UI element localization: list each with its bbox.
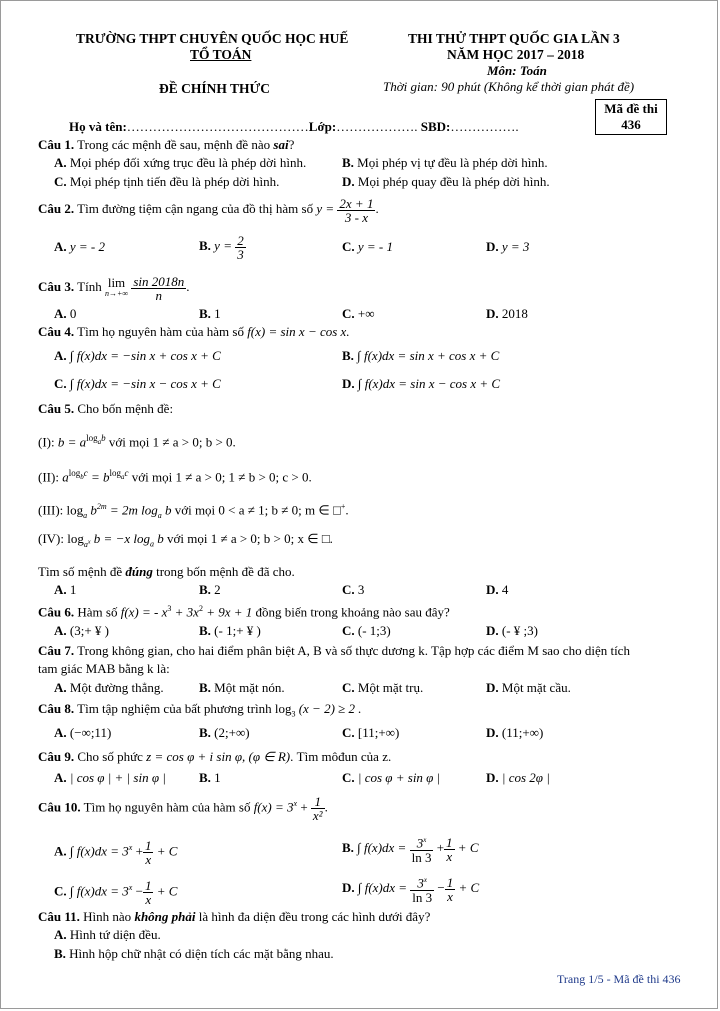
q4-text: Tìm họ nguyên hàm của hàm số (74, 324, 244, 339)
statement-condition: với mọi 1 ≠ a > 0; 1 ≠ b > 0; c > 0. (128, 469, 312, 485)
q1-text: Trong các mệnh đề sau, mệnh đề nào (74, 137, 274, 152)
q8-inequality: (x − 2) ≥ 2 . (295, 701, 362, 716)
q11-emphasis: không phải (134, 909, 196, 924)
option-label: B. (199, 582, 211, 597)
fraction-denominator: x (446, 848, 453, 864)
option-text: Một mặt trụ. (354, 680, 424, 695)
q1-emphasis: sai (273, 137, 289, 152)
option-label: B. (199, 770, 211, 785)
option-text: (- ¥ ;3) (498, 623, 538, 638)
fraction-denominator: x (145, 851, 152, 867)
q7-option-b[interactable] (199, 680, 285, 695)
q1-option-c[interactable] (54, 174, 279, 189)
statement-label: (II): (38, 469, 63, 485)
q11-option-a[interactable] (54, 927, 161, 942)
statement-expr: a (62, 469, 69, 485)
q10-option-d[interactable] (342, 873, 479, 904)
exponent-arg: b (101, 433, 106, 443)
page-footer: Trang 1/5 - Mã đề thi 436 (557, 972, 681, 986)
option-text: | cos 2φ | (498, 770, 550, 785)
q3-option-c[interactable] (342, 306, 375, 321)
option-label: D. (486, 306, 499, 321)
q9-option-b[interactable] (199, 770, 221, 785)
exponent-sub: a (97, 437, 102, 446)
option-label: C. (342, 623, 355, 638)
option-label: B. (342, 155, 354, 170)
option-text: (−∞;11) (69, 725, 112, 740)
operator: + (433, 840, 445, 855)
q6-option-c[interactable] (342, 623, 391, 638)
option-label: C. (54, 376, 67, 391)
q3-option-b[interactable] (199, 306, 221, 321)
option-text: Mọi phép vị tự đều là phép dời hình. (353, 155, 548, 170)
statement-condition: với mọi 0 < a ≠ 1; b ≠ 0; m ∈ (171, 502, 333, 518)
option-label: A. (54, 927, 67, 942)
option-label: C. (54, 883, 67, 899)
option-text: ∫ f(x)dx = sin x + cos x + C (357, 348, 500, 363)
q8-option-a[interactable] (54, 725, 111, 740)
q9-stem (38, 749, 391, 764)
power: x (128, 843, 133, 852)
q8-option-b[interactable] (199, 725, 250, 740)
option-text: y = - 2 (69, 239, 106, 254)
q4-option-d[interactable] (342, 376, 500, 391)
sbd-label: SBD: (420, 119, 451, 134)
school-name: TRƯỜNG THPT CHUYÊN QUỐC HỌC HUẾ (76, 31, 349, 46)
option-label: D. (342, 174, 355, 189)
exam-code-label: Mã đề thi (604, 101, 658, 116)
statement-condition: với mọi 1 ≠ a > 0; b > 0. (105, 434, 236, 450)
fraction-numerator: 1 (446, 874, 454, 890)
q10-option-a[interactable] (54, 833, 177, 866)
option-label: B. (54, 946, 66, 961)
option-label: B. (342, 348, 354, 363)
option-text: Hình hộp chữ nhật có diện tích các mặt bằng nhau. (65, 946, 334, 961)
q4-function: f(x) = sin x − cos x. (243, 324, 350, 339)
q8-number: Câu 8. (38, 701, 75, 716)
q5-number: Câu 5. (38, 401, 75, 416)
q1-number: Câu 1. (38, 137, 75, 152)
q10-stem (38, 789, 328, 822)
q5-option-a[interactable] (54, 582, 76, 597)
option-label: B. (199, 238, 211, 253)
power: 3 (167, 604, 172, 613)
statement-label: (III): (38, 502, 67, 518)
option-label: D. (486, 239, 499, 254)
q6-text-end: đồng biến trong khoảng nào sau đây? (252, 604, 450, 620)
q2-option-b[interactable] (199, 231, 246, 261)
q8-option-c[interactable] (342, 725, 399, 740)
option-label: D. (486, 623, 499, 638)
log-arg: b (153, 531, 164, 546)
statement-label: (IV): (38, 531, 68, 546)
q3-limit (105, 277, 128, 299)
option-label: B. (199, 623, 211, 638)
q2-denominator: 3 - x (344, 209, 368, 225)
option-fraction (410, 834, 434, 863)
option-text: + C (153, 843, 178, 859)
option-text: 2 (210, 582, 221, 597)
exam-code-box (595, 99, 667, 135)
q1-stem (38, 137, 294, 152)
q9-text: Cho số phức (74, 749, 143, 764)
option-label: B. (199, 680, 211, 695)
q5-ask: Tìm số mệnh đề (38, 564, 126, 579)
official-label: ĐỀ CHÍNH THỨC (159, 81, 271, 96)
option-text: (11;+∞) (501, 725, 544, 740)
q6-stem (38, 601, 450, 619)
option-text: 1 (210, 770, 221, 785)
option-text: (- 1;+ ¥ ) (210, 623, 261, 638)
option-text: ∫ f(x)dx = 3 (69, 843, 129, 859)
q1-option-a[interactable] (54, 155, 306, 170)
q10-fraction (311, 795, 325, 822)
exponent-arg: c (83, 468, 88, 478)
option-label: A. (54, 582, 67, 597)
q5-statement-iv (38, 531, 333, 552)
power: x (423, 836, 427, 845)
option-label: C. (342, 306, 355, 321)
option-label: A. (54, 239, 67, 254)
option-label: D. (486, 680, 499, 695)
q11-text-end: là hình đa diện đều trong các hình dưới đây? (195, 909, 431, 924)
option-fraction (444, 836, 455, 863)
option-label: A. (54, 843, 67, 859)
option-label: B. (199, 306, 211, 321)
exponent-log: log (86, 433, 98, 443)
option-text: Một đường thẳng. (66, 680, 164, 695)
q1-end: ? (288, 137, 295, 152)
q3-option-d[interactable] (486, 306, 528, 321)
q10-text: Tìm họ nguyên hàm của hàm số (80, 799, 251, 815)
q5-option-b[interactable] (199, 582, 221, 597)
option-text: 1 (210, 306, 221, 321)
statement-end: . (329, 531, 333, 546)
fraction-denominator: x (145, 891, 152, 907)
fraction-numerator: 3 (416, 835, 424, 851)
q6-option-b[interactable] (199, 623, 261, 638)
q7-option-d[interactable] (486, 680, 571, 695)
q2-number: Câu 2. (38, 201, 75, 216)
option-fraction (143, 879, 154, 906)
missing-set-glyph: □ (321, 531, 330, 546)
q9-text-end: . Tìm môđun của z. (290, 749, 392, 764)
q6-option-d[interactable] (486, 623, 538, 638)
exponent-log: log (109, 468, 121, 478)
q2-y: y = (316, 201, 335, 216)
q7-stem-line1 (38, 643, 630, 658)
fraction-denominator: ln 3 (412, 889, 433, 905)
option-text: ∫ f(x)dx = (357, 880, 408, 895)
option-text: [11;+∞) (357, 725, 400, 740)
option-label: C. (342, 725, 355, 740)
power: 2 (198, 604, 203, 613)
q8-option-d[interactable] (486, 725, 543, 740)
option-label: B. (342, 840, 354, 855)
q4-stem (38, 324, 350, 339)
option-text: Một mặt cầu. (498, 680, 571, 695)
q2-stem: Câu 2. Tìm đường tiệm cận ngang của đồ thị hàm số y = $\frac{2x + 1}{3 - x}$ . (38, 195, 379, 225)
statement-expr: b = a (57, 434, 87, 450)
statement-condition: với mọi 1 ≠ a > 0; b > 0; x ∈ (163, 531, 322, 546)
q3-text: Tính (74, 279, 102, 294)
log-base: 3 (291, 709, 296, 719)
q3-stem: Câu 3. Tính lim n→+∞ $\frac{\sin 2018n}{n}$ . (38, 273, 190, 303)
option-text: + C (455, 880, 480, 895)
q6-option-a[interactable] (54, 623, 109, 638)
option-label: A. (54, 770, 67, 785)
option-text: ∫ f(x)dx = −sin x − cos x + C (69, 376, 221, 391)
option-text: + C (153, 883, 178, 899)
q7-text: Trong không gian, cho hai điểm phân biệt A, B và số thực dương k. Tập hợp các điểm M sao cho diện tích (74, 643, 630, 658)
limit-subscript: n→+∞ (104, 289, 129, 299)
operator: + (132, 843, 143, 859)
class-label: Lớp: (308, 119, 337, 134)
fraction-numerator: 2 (237, 232, 244, 248)
q11-number: Câu 11. (38, 909, 80, 924)
power: x (423, 876, 428, 885)
q3-number: Câu 3. (38, 279, 75, 294)
option-text: ∫ f(x)dx = (357, 840, 407, 855)
q1-option-d[interactable] (342, 174, 550, 189)
log-arg-power: 2m (96, 502, 107, 511)
option-text: Một mặt nón. (210, 680, 285, 695)
q3-denominator: n (155, 287, 163, 303)
q5-ask-emphasis: đúng (125, 564, 153, 579)
option-text: Mọi phép quay đều là phép dời hình. (354, 174, 550, 189)
exponent-sub: b (80, 472, 84, 481)
q5-text: Cho bốn mệnh đề: (74, 401, 174, 416)
school-year: NĂM HỌC 2017 – 2018 (447, 47, 585, 62)
log-op: log (66, 502, 84, 518)
q5-ask-end: trong bốn mệnh đề đã cho. (152, 564, 295, 579)
option-text: 1 (66, 582, 77, 597)
option-text: 2018 (498, 306, 528, 321)
option-text: (3;+ ¥ ) (66, 623, 109, 638)
option-text: + C (454, 840, 479, 855)
q7-option-a[interactable] (54, 680, 164, 695)
q2-numerator: 2x + 1 (339, 195, 374, 211)
fraction-numerator: 1 (144, 877, 152, 893)
q3-option-a[interactable] (54, 306, 76, 321)
q2-fraction (337, 197, 375, 224)
option-text: Mọi phép tịnh tiến đều là phép dời hình. (66, 174, 280, 189)
option-text: 4 (498, 582, 509, 597)
log-base: a (83, 510, 88, 520)
fraction-denominator: x² (312, 807, 323, 823)
q8-text: Tìm tập nghiệm của bất phương trình (74, 701, 272, 716)
statement-expr: b = −x log (90, 531, 150, 546)
q5-statement-iii (38, 499, 349, 523)
q2-b-fraction (235, 234, 246, 261)
q6-function: f(x) = - x (120, 604, 168, 620)
q5-statement-i (38, 431, 236, 450)
q5-option-d[interactable] (486, 582, 508, 597)
option-text: y = 3 (501, 239, 530, 254)
q1-option-b[interactable] (342, 155, 548, 170)
limit-operator: lim (107, 275, 126, 291)
q2-option-d[interactable] (486, 239, 529, 254)
option-label: D. (486, 770, 499, 785)
log-base: a (149, 539, 154, 549)
q6-text: Hàm số (74, 604, 121, 620)
log-base-power: x (87, 538, 91, 545)
sbd-dots: ……………. (450, 119, 519, 134)
subject: Môn: Toán (487, 63, 547, 78)
q6-function: + 3x (171, 604, 199, 620)
option-label: B. (199, 725, 211, 740)
exam-time: Thời gian: 90 phút (Không kể thời gian phát đề) (383, 79, 635, 94)
class-dots: ………………. (336, 119, 418, 134)
statement-expr: = 2m log (106, 502, 158, 518)
option-label: A. (54, 623, 67, 638)
option-label: C. (342, 680, 355, 695)
operator: − (434, 880, 445, 895)
option-text: ∫ f(x)dx = 3 (69, 883, 129, 899)
q3-numerator: sin 2018n (133, 273, 185, 289)
statement-end: . (345, 502, 349, 518)
option-label: A. (54, 155, 67, 170)
fraction-numerator: 3 (417, 875, 424, 891)
power: x (293, 799, 298, 808)
option-label: C. (342, 582, 355, 597)
exponent-sub: a (121, 472, 125, 481)
exam-code: 436 (621, 117, 641, 132)
option-text: 0 (66, 306, 77, 321)
operator: + (297, 799, 308, 815)
q5-statement-ii (38, 466, 312, 485)
fraction-numerator: 1 (446, 834, 453, 850)
q4-option-b[interactable] (342, 348, 499, 363)
q2-text: Tìm đường tiệm cận ngang của đồ thị hàm số (74, 201, 314, 216)
option-label: D. (486, 725, 499, 740)
fraction-numerator: 1 (311, 795, 325, 809)
q8-stem (38, 701, 362, 722)
q5-stem (38, 401, 173, 416)
option-label: D. (342, 880, 355, 895)
q4-option-c[interactable] (54, 376, 221, 391)
q10-option-c[interactable] (54, 873, 177, 906)
option-text: +∞ (354, 306, 375, 321)
q5-question (38, 564, 295, 579)
power: x (128, 883, 133, 892)
q9-option-d[interactable] (486, 770, 550, 785)
q4-number: Câu 4. (38, 324, 75, 339)
set-plus: + (340, 502, 346, 511)
q9-number: Câu 9. (38, 749, 75, 764)
q9-expression: z = cos φ + i sin φ, (φ ∈ R) (142, 749, 291, 764)
q2-option-a[interactable] (54, 239, 105, 254)
q5-option-c[interactable] (342, 582, 364, 597)
log-arg: b (161, 502, 172, 518)
option-label: A. (54, 680, 67, 695)
option-label: C. (54, 174, 67, 189)
name-label: Họ và tên: (69, 119, 127, 134)
q9-option-a[interactable] (54, 770, 166, 785)
fraction-denominator: 3 (237, 246, 244, 262)
option-text: ∫ f(x)dx = −sin x + cos x + C (69, 348, 221, 363)
statement-expr: = b (87, 469, 110, 485)
q10-function: f(x) = 3 (250, 799, 294, 815)
option-text: (2;+∞) (214, 725, 250, 740)
option-label: A. (54, 725, 67, 740)
q2-option-c[interactable] (342, 239, 393, 254)
q7-number: Câu 7. (38, 643, 75, 658)
option-text: | cos φ + sin φ | (354, 770, 441, 785)
q3-fraction (131, 275, 186, 302)
option-fraction (143, 839, 154, 866)
option-label: D. (486, 582, 499, 597)
option-text: ∫ f(x)dx = sin x − cos x + C (357, 376, 501, 391)
q10-end: . (324, 799, 328, 815)
option-label: A. (54, 348, 67, 363)
log-op: log (67, 531, 84, 546)
option-text: | cos φ | + | sin φ | (66, 770, 166, 785)
log-op: log (271, 701, 292, 716)
option-text: (- 1;3) (354, 623, 391, 638)
q10-option-b[interactable] (342, 833, 479, 864)
log-base: a (157, 510, 162, 520)
missing-set-glyph: □ (332, 502, 341, 518)
department: TỔ TOÁN (190, 47, 252, 62)
option-label: C. (342, 239, 355, 254)
option-fraction (445, 876, 456, 903)
log-arg: b (87, 502, 97, 518)
exponent-log: log (68, 468, 81, 478)
q6-function: + 9x + 1 (202, 604, 253, 620)
q6-number: Câu 6. (38, 604, 75, 620)
statement-label: (I): (38, 434, 58, 450)
option-text: Mọi phép đối xứng trục đều là phép dời hình. (66, 155, 307, 170)
option-label: D. (342, 376, 355, 391)
exponent-arg: c (124, 468, 129, 478)
option-fraction (410, 874, 434, 903)
exam-title: THI THỬ THPT QUỐC GIA LẦN 3 (408, 31, 620, 46)
option-label: A. (54, 306, 67, 321)
log-base: a (83, 539, 88, 549)
name-dots: …………………………………… (126, 119, 309, 134)
fraction-denominator: x (447, 888, 453, 904)
q11-option-b[interactable] (54, 946, 334, 961)
option-label: C. (342, 770, 355, 785)
q10-number: Câu 10. (38, 799, 81, 815)
q7-stem-line2: tam giác MAB bằng k là: (38, 661, 170, 676)
option-text: y = (214, 238, 232, 253)
q11-text: Hình nào (79, 909, 135, 924)
fraction-numerator: 1 (144, 837, 152, 853)
fraction-denominator: ln 3 (411, 849, 432, 865)
operator: − (132, 883, 143, 899)
q4-option-a[interactable] (54, 348, 221, 363)
option-text: y = - 1 (357, 239, 394, 254)
student-info-line (69, 119, 519, 134)
q9-option-c[interactable] (342, 770, 440, 785)
option-text: Hình tứ diện đều. (66, 927, 161, 942)
q11-stem (38, 909, 430, 924)
q7-option-c[interactable] (342, 680, 423, 695)
option-text: 3 (354, 582, 365, 597)
